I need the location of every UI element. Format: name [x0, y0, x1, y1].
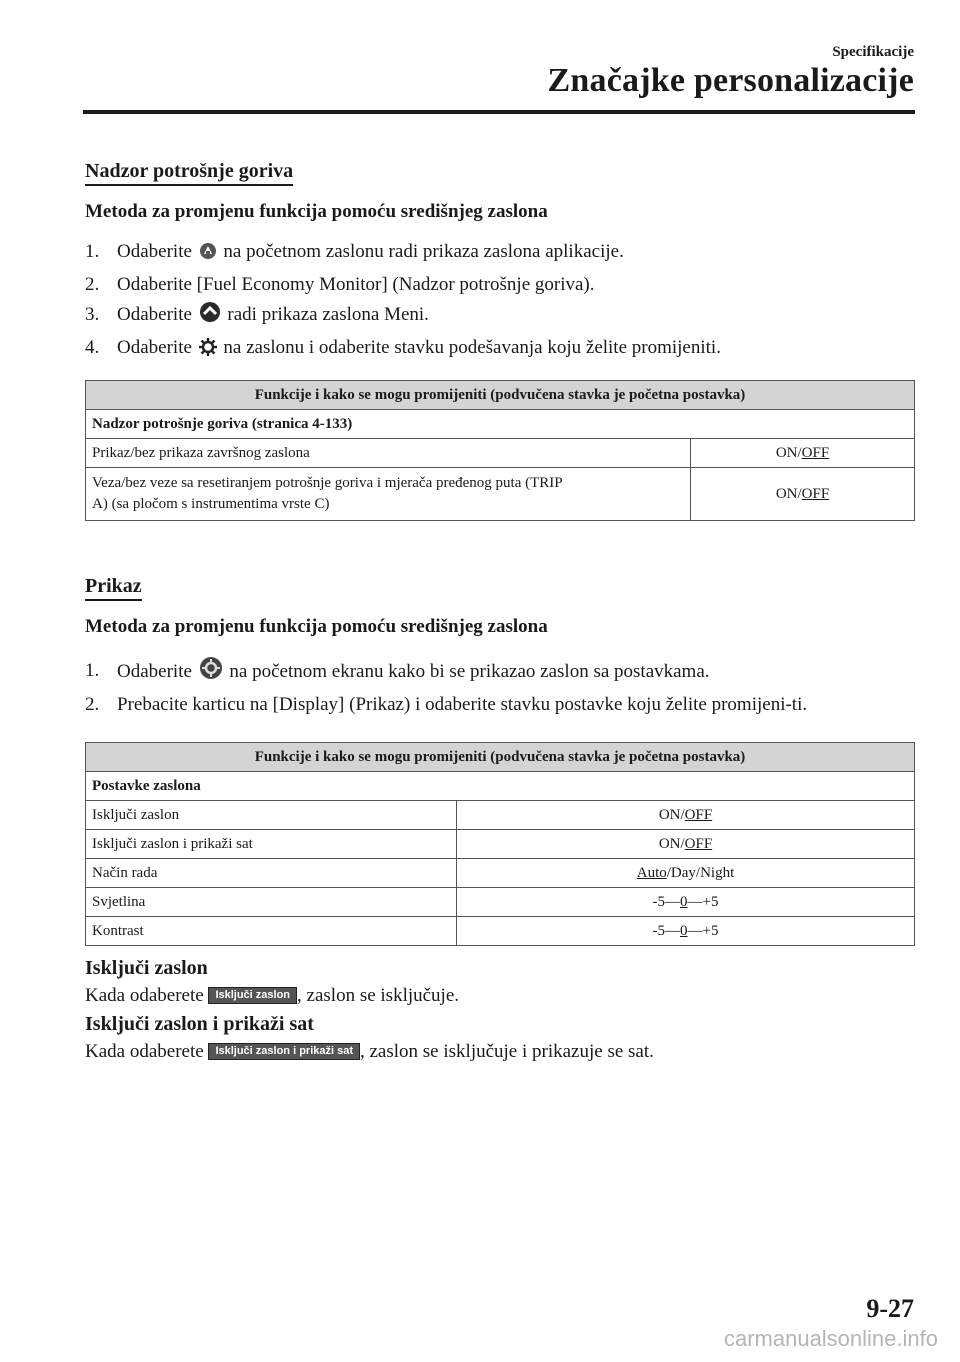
step-text: Odaberite: [117, 337, 192, 358]
step-text: Odaberite: [117, 241, 192, 262]
list-item: [85, 656, 915, 690]
page-number: 9-27: [866, 1294, 914, 1323]
table-row: [86, 801, 915, 830]
screen-button-image: Isključi zaslon i prikaži sat: [208, 1043, 360, 1060]
row-value: ON/OFF: [691, 439, 915, 468]
note-heading: Isključi zaslon i prikaži sat: [85, 1013, 314, 1035]
table-row: [86, 468, 915, 521]
list-item: [85, 690, 915, 720]
step-number: 2.: [85, 274, 100, 295]
table-subheader: Nadzor potrošnje goriva (stranica 4-133): [86, 410, 915, 439]
table-header: Funkcije i kako se mogu promijeniti (podvučena stavka je početna postavka): [86, 743, 915, 772]
step-text: Odaberite: [117, 661, 192, 682]
section-title: Prikaz: [85, 575, 142, 601]
row-label: Način rada: [86, 859, 457, 888]
table-subheader: Postavke zaslona: [86, 772, 915, 801]
section-title: Nadzor potrošnje goriva: [85, 160, 293, 186]
step-number: 1.: [85, 660, 100, 681]
row-label: Isključi zaslon: [86, 801, 457, 830]
step-number: 4.: [85, 337, 100, 358]
step-number: 3.: [85, 304, 100, 325]
table-header: Funkcije i kako se mogu promijeniti (podvučena stavka je početna postavka): [86, 381, 915, 410]
step-number: 2.: [85, 694, 100, 715]
steps-list: [85, 656, 915, 720]
step-text: Odaberite [Fuel Economy Monitor] (Nadzor potrošnje goriva).: [117, 274, 595, 295]
settings-table: [85, 380, 915, 521]
watermark: carmanualsonline.info: [723, 1326, 938, 1351]
step-text: Odaberite: [117, 304, 192, 325]
row-value: Auto/Day/Night: [457, 859, 915, 888]
row-label: Svjetlina: [86, 888, 457, 917]
list-item: [85, 237, 915, 270]
list-item: [85, 333, 915, 366]
method-heading: Metoda za promjenu funkcija pomoću središnjeg zaslona: [85, 201, 548, 222]
page-content: [85, 160, 915, 1066]
table-row: [86, 917, 915, 946]
note-text: Kada odaberete Isključi zaslon , zaslon se isključuje.: [85, 985, 460, 1006]
app-icon: [199, 240, 217, 270]
row-value: -5—0—+5: [457, 917, 915, 946]
row-label: Prikaz/bez prikaza završnog zaslona: [86, 439, 691, 468]
step-number: 1.: [85, 241, 100, 262]
step-text: radi prikaza zaslona Meni.: [227, 304, 429, 325]
settings-circle-icon: [199, 656, 223, 690]
row-value: -5—0—+5: [457, 888, 915, 917]
section-display: [85, 575, 915, 1066]
chapter-label: Specifikacije: [832, 44, 914, 60]
steps-list: [85, 237, 915, 366]
row-value: ON/OFF: [457, 801, 915, 830]
chevron-up-circle-icon: [199, 301, 221, 333]
table-row: [86, 888, 915, 917]
step-text: Prebacite karticu na [Display] (Prikaz) i odaberite stavku postavke koju želite promijeni-ti.: [117, 694, 808, 715]
row-value: ON/OFF: [457, 830, 915, 859]
notes: [85, 954, 915, 1066]
step-text: na početnom ekranu kako bi se prikazao zaslon sa postavkama.: [229, 661, 710, 682]
table-row: [86, 830, 915, 859]
gear-icon: [199, 336, 217, 366]
row-label: Kontrast: [86, 917, 457, 946]
section-fuel-monitor: [85, 160, 915, 521]
note-heading: Isključi zaslon: [85, 957, 208, 979]
settings-table: [85, 742, 915, 946]
note-text: Kada odaberete Isključi zaslon i prikaži sat , zaslon se isključuje i prikazuje se sat.: [85, 1041, 654, 1062]
list-item: [85, 300, 915, 333]
screen-button-image: Isključi zaslon: [208, 987, 297, 1004]
row-label: Isključi zaslon i prikaži sat: [86, 830, 457, 859]
table-row: [86, 859, 915, 888]
header-rule: [83, 110, 915, 114]
step-text: na zaslonu i odaberite stavku podešavanja koju želite promijeniti.: [223, 337, 721, 358]
row-label: Veza/bez veze sa resetiranjem potrošnje goriva i mjerača pređenog puta (TRIP A) (sa pločom s instrumentima vrste C): [86, 468, 691, 521]
row-value: ON/OFF: [691, 468, 915, 521]
page-title: Značajke personalizacije: [547, 62, 914, 99]
table-row: [86, 439, 915, 468]
list-item: [85, 270, 915, 300]
step-text: na početnom zaslonu radi prikaza zaslona aplikacije.: [223, 241, 624, 262]
method-heading: Metoda za promjenu funkcija pomoću središnjeg zaslona: [85, 616, 548, 637]
